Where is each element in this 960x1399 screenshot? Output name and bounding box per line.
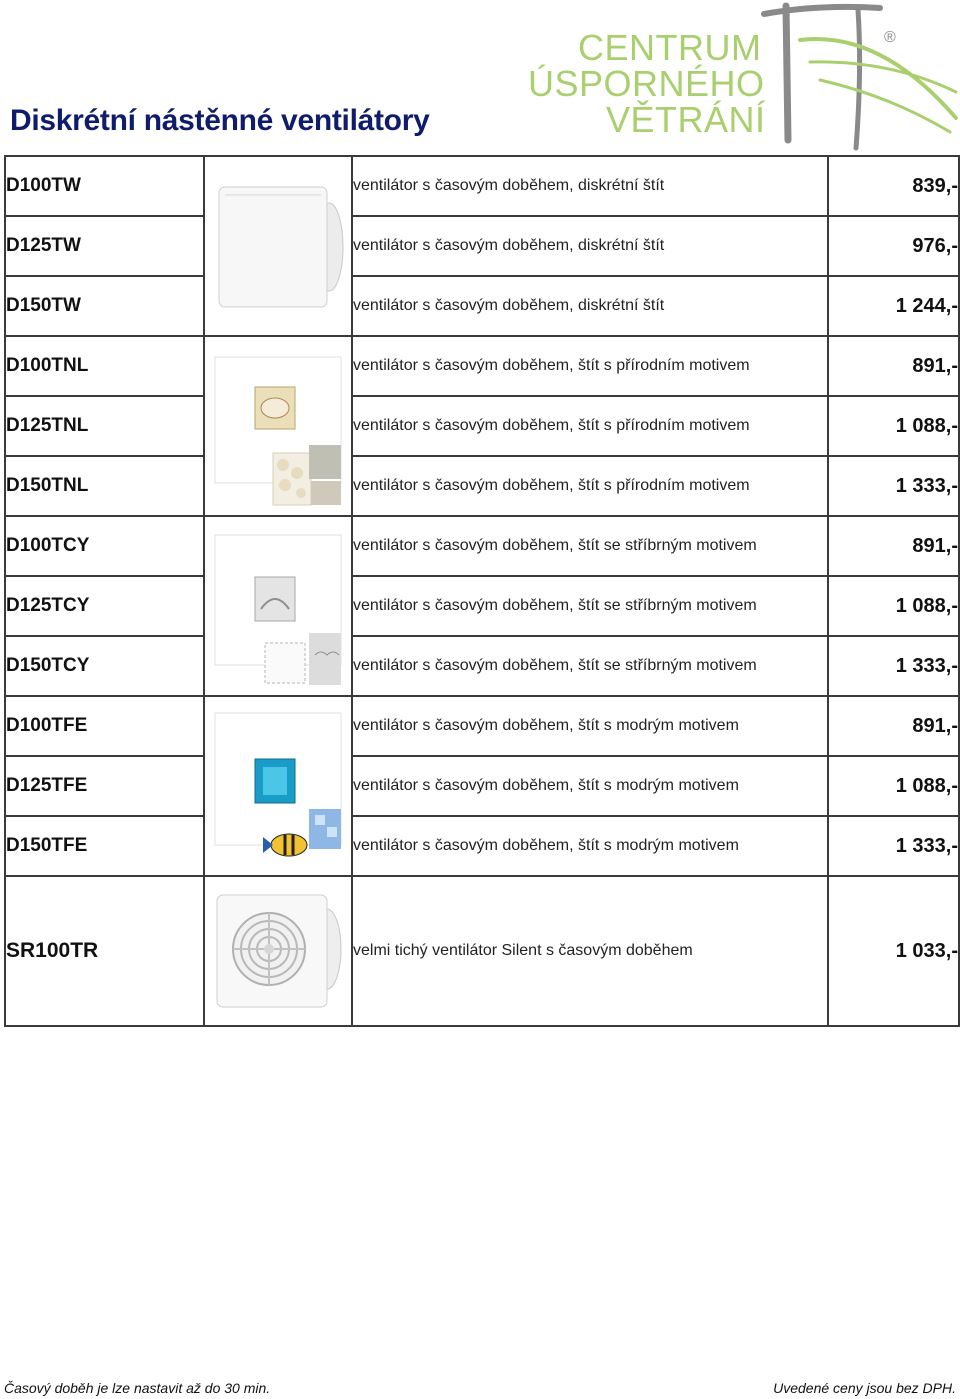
- nature-motif-fan-cover-icon: [211, 345, 345, 509]
- product-description: ventilátor s časovým doběhem, štít se stříbrným motivem: [352, 516, 828, 576]
- product-code: D125TFE: [5, 756, 204, 816]
- product-price: 891,-: [828, 696, 959, 756]
- product-description: velmi tichý ventilátor Silent s časovým doběhem: [352, 876, 828, 1026]
- logo-line-1: CENTRUM: [578, 27, 762, 68]
- product-code: D150TW: [5, 276, 204, 336]
- product-code: D125TCY: [5, 576, 204, 636]
- product-image-cell: [204, 156, 352, 336]
- product-code: D100TW: [5, 156, 204, 216]
- table-row: [5, 816, 959, 876]
- product-code: D150TNL: [5, 456, 204, 516]
- table-row: [5, 336, 959, 396]
- footer-note-right: Uvedené ceny jsou bez DPH.: [773, 1380, 956, 1396]
- product-price: 1 033,-: [828, 876, 959, 1026]
- product-price: 1 088,-: [828, 756, 959, 816]
- table-row: [5, 696, 959, 756]
- product-price: 976,-: [828, 216, 959, 276]
- product-price: 1 333,-: [828, 456, 959, 516]
- table-row: [5, 156, 959, 216]
- product-price: 1 088,-: [828, 396, 959, 456]
- product-price: 1 333,-: [828, 816, 959, 876]
- page-title: Diskrétní nástěnné ventilátory: [10, 104, 430, 137]
- table-row: [5, 276, 959, 336]
- table-row: [5, 756, 959, 816]
- product-code: SR100TR: [5, 876, 204, 1026]
- product-description: ventilátor s časovým doběhem, štít s přírodním motivem: [352, 336, 828, 396]
- product-description: ventilátor s časovým doběhem, štít se stříbrným motivem: [352, 636, 828, 696]
- product-price: 1 088,-: [828, 576, 959, 636]
- product-code: D125TW: [5, 216, 204, 276]
- product-code: D100TCY: [5, 516, 204, 576]
- product-description: ventilátor s časovým doběhem, štít s přírodním motivem: [352, 456, 828, 516]
- table-row: [5, 636, 959, 696]
- product-description: ventilátor s časovým doběhem, diskrétní štít: [352, 216, 828, 276]
- table-row: [5, 576, 959, 636]
- product-price-table: [4, 155, 960, 1027]
- product-price: 839,-: [828, 156, 959, 216]
- product-price: 1 333,-: [828, 636, 959, 696]
- logo-line-2: ÚSPORNÉHO: [528, 63, 765, 104]
- product-price: 1 244,-: [828, 276, 959, 336]
- product-description: ventilátor s časovým doběhem, štít s modrým motivem: [352, 696, 828, 756]
- product-description: ventilátor s časovým doběhem, diskrétní štít: [352, 156, 828, 216]
- product-code: D100TNL: [5, 336, 204, 396]
- white-fan-cover-icon: [211, 165, 345, 329]
- product-code: D125TNL: [5, 396, 204, 456]
- product-image-cell: [204, 696, 352, 876]
- product-description: ventilátor s časovým doběhem, diskrétní štít: [352, 276, 828, 336]
- table-row: [5, 396, 959, 456]
- brush-stroke-logo-icon: [760, 0, 960, 152]
- silent-fan-grille-icon: [211, 885, 345, 1019]
- table-row: [5, 516, 959, 576]
- footer-note-left: Časový doběh je lze nastavit až do 30 min.: [4, 1380, 271, 1396]
- product-price: 891,-: [828, 336, 959, 396]
- product-image-cell: [204, 336, 352, 516]
- company-logo: [520, 0, 960, 152]
- product-description: ventilátor s časovým doběhem, štít se stříbrným motivem: [352, 576, 828, 636]
- product-description: ventilátor s časovým doběhem, štít s přírodním motivem: [352, 396, 828, 456]
- product-code: D100TFE: [5, 696, 204, 756]
- table-row: [5, 876, 959, 1026]
- product-code: D150TCY: [5, 636, 204, 696]
- table-row: [5, 216, 959, 276]
- product-description: ventilátor s časovým doběhem, štít s modrým motivem: [352, 756, 828, 816]
- product-image-cell: [204, 516, 352, 696]
- blue-motif-fan-cover-icon: [211, 705, 345, 869]
- product-code: D150TFE: [5, 816, 204, 876]
- table-row: [5, 456, 959, 516]
- product-image-cell: [204, 876, 352, 1026]
- logo-line-3: VĚTRÁNÍ: [606, 99, 766, 140]
- silver-motif-fan-cover-icon: [211, 525, 345, 689]
- product-description: ventilátor s časovým doběhem, štít s modrým motivem: [352, 816, 828, 876]
- registered-mark: ®: [884, 29, 896, 46]
- product-price: 891,-: [828, 516, 959, 576]
